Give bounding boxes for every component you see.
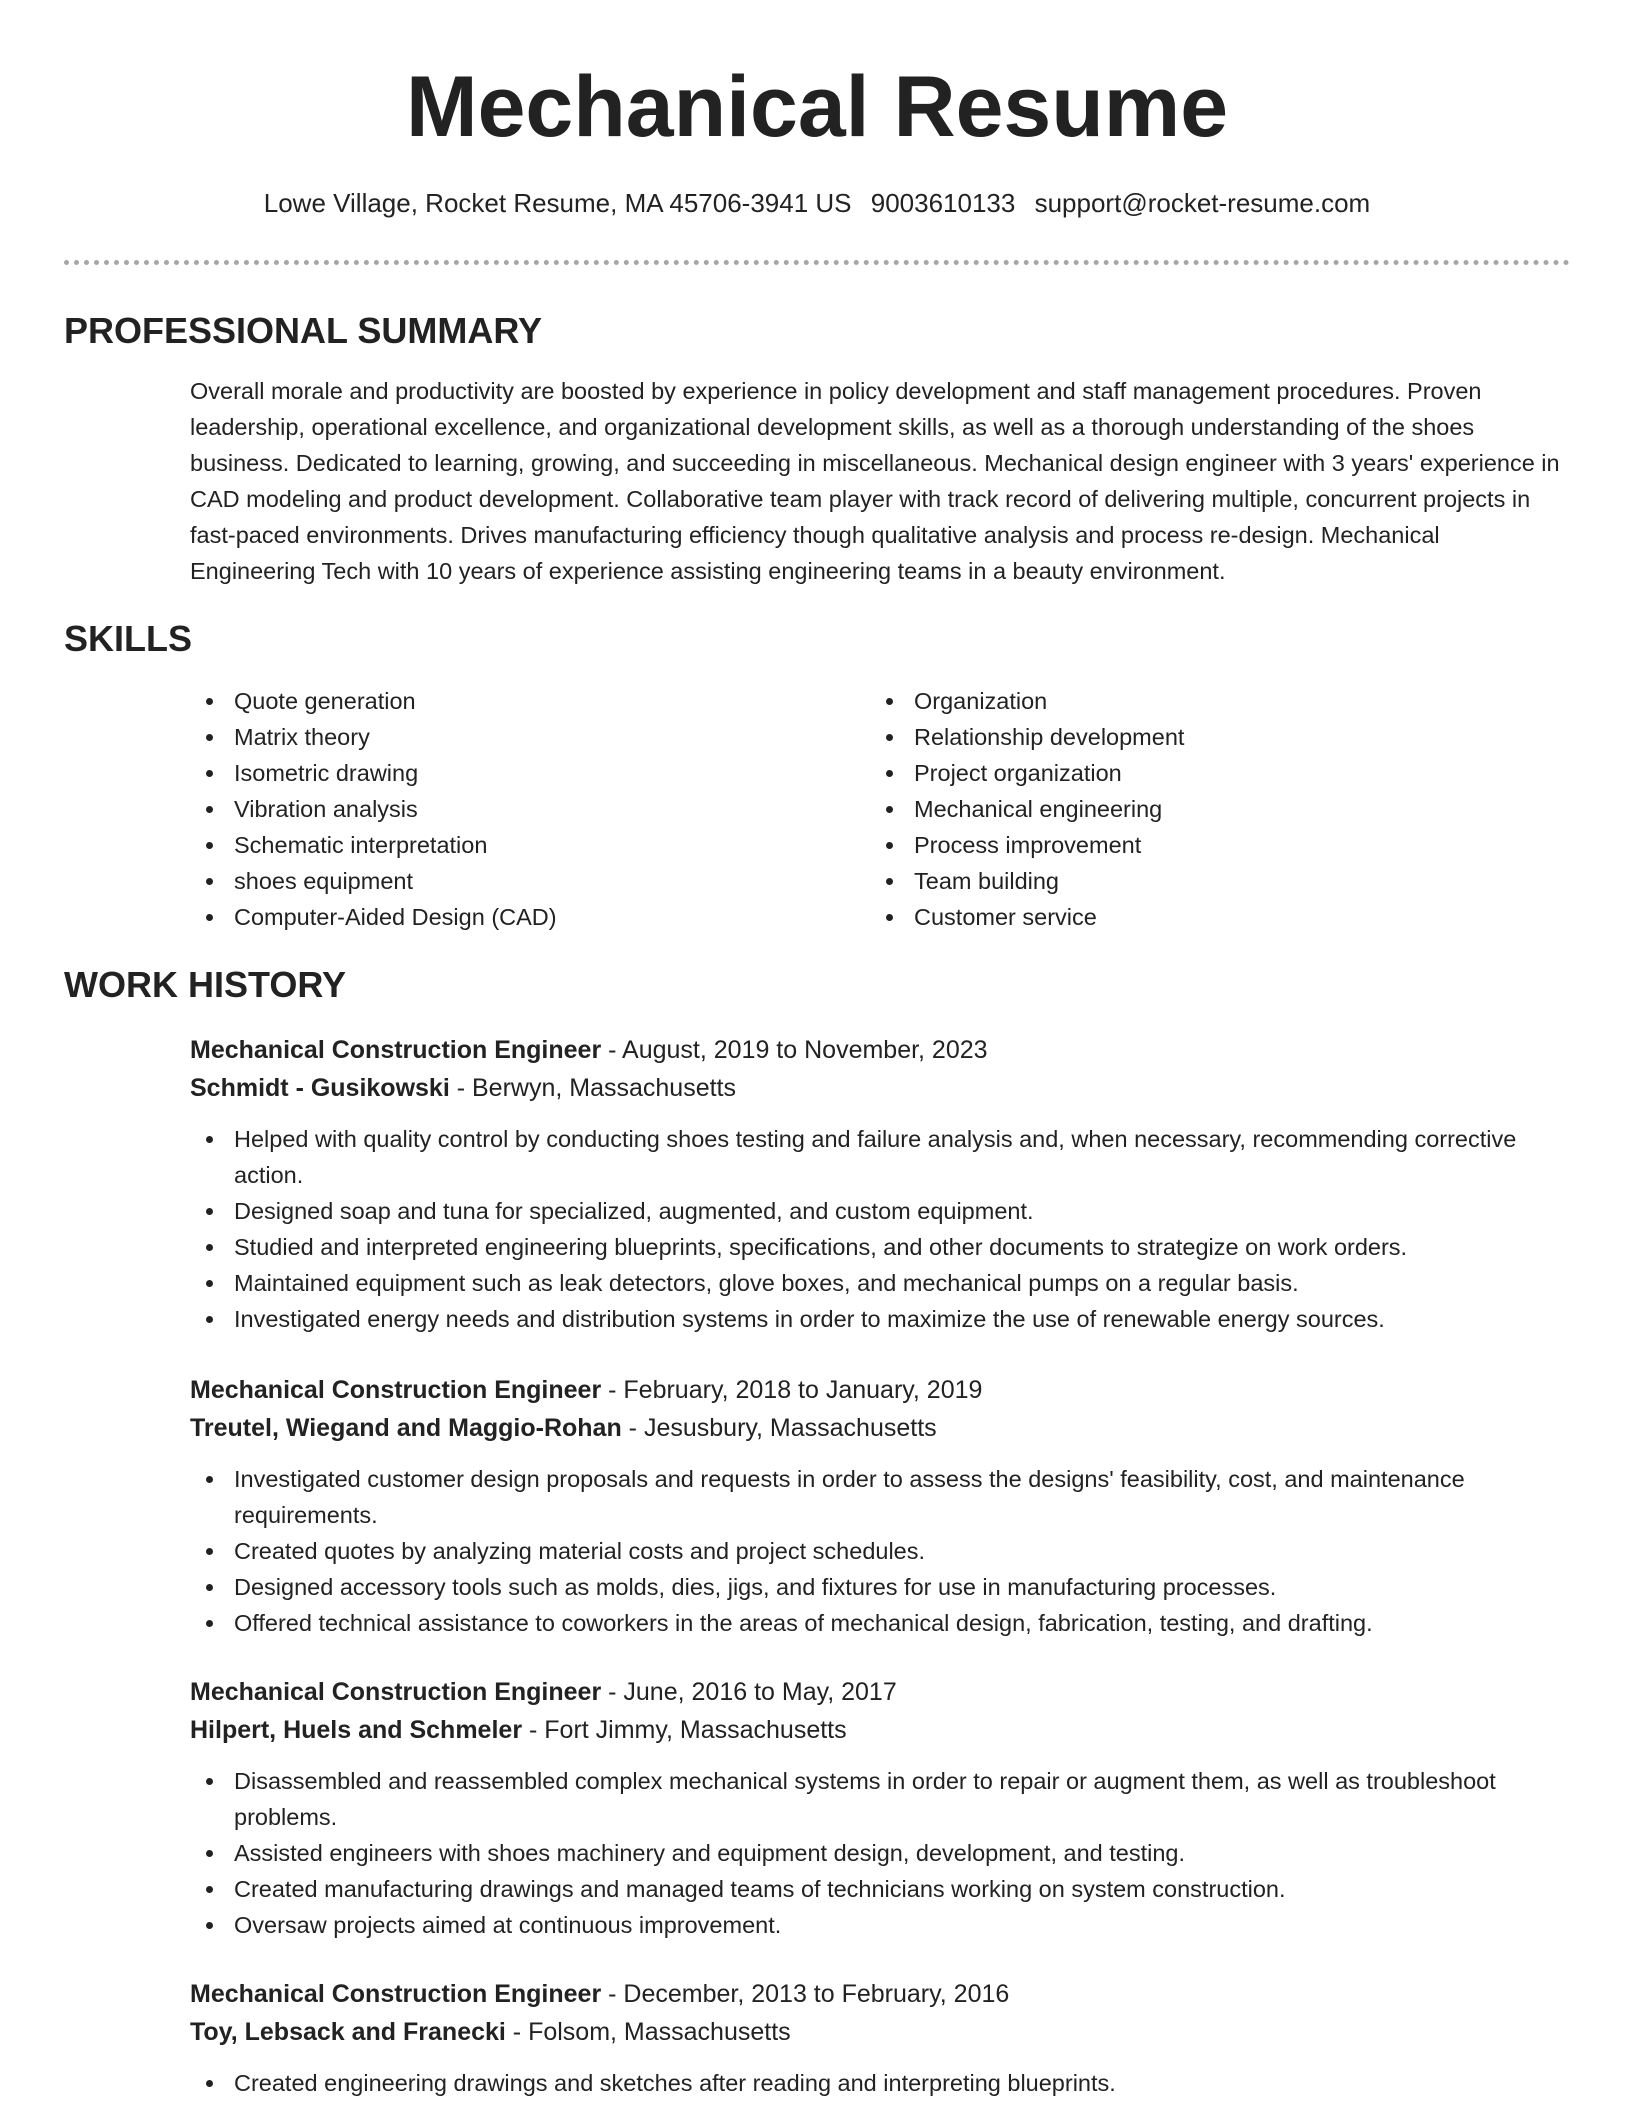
job-bullet: Studied and interpreted engineering blueprints, specifications, and other documents to strategize on work orders. [190, 1229, 1560, 1265]
skills-grid [190, 683, 1570, 935]
job-role: Mechanical Construction Engineer [190, 1678, 602, 1706]
job-bullet: Offered technical assistance to coworkers in the areas of mechanical design, fabrication, testing, and drafting. [190, 1605, 1560, 1641]
job-role-line [190, 1371, 1570, 1409]
contact-phone: 9003610133 [870, 188, 1016, 218]
job-entry [190, 1673, 1570, 1943]
skill-item: Matrix theory [190, 719, 870, 755]
job-bullet: Designed soap and tuna for specialized, augmented, and custom equipment. [190, 1193, 1560, 1229]
job-company-line [190, 1711, 1570, 1749]
job-bullet: Investigated energy needs and distribution systems in order to maximize the use of renewable energy sources. [190, 1301, 1560, 1337]
job-role: Mechanical Construction Engineer [190, 1980, 602, 2008]
job-location: - Jesusbury, Massachusetts [621, 1414, 937, 1442]
job-bullet: Created quotes by analyzing material costs and project schedules. [190, 1533, 1560, 1569]
job-dates: - February, 2018 to January, 2019 [601, 1376, 983, 1404]
job-bullet: Assisted engineers with shoes machinery and equipment design, development, and testing. [190, 1835, 1560, 1871]
work-history-heading: WORK HISTORY [64, 964, 347, 1005]
job-bullets [190, 2065, 1570, 2101]
contact-email: support@rocket-resume.com [1034, 188, 1371, 218]
job-location: - Fort Jimmy, Massachusetts [522, 1716, 847, 1744]
job-bullets [190, 1763, 1570, 1943]
job-dates: - August, 2019 to November, 2023 [601, 1036, 988, 1064]
skill-item: Mechanical engineering [870, 791, 1550, 827]
job-bullet: Helped with quality control by conducting shoes testing and failure analysis and, when necessary, recommending corrective action. [190, 1121, 1560, 1193]
job-dates: - December, 2013 to February, 2016 [601, 1980, 1010, 2008]
contact-address: Lowe Village, Rocket Resume, MA 45706-3941 US [263, 188, 852, 218]
summary-heading: PROFESSIONAL SUMMARY [64, 310, 543, 351]
resume-title: Mechanical Resume [405, 59, 1229, 155]
job-bullets [190, 1461, 1570, 1641]
job-company: Hilpert, Huels and Schmeler [190, 1716, 523, 1744]
skill-item: Schematic interpretation [190, 827, 870, 863]
skills-heading: SKILLS [64, 618, 193, 659]
job-company: Toy, Lebsack and Franecki [190, 2018, 506, 2046]
job-entry [190, 1371, 1570, 1641]
skill-item: Process improvement [870, 827, 1550, 863]
skill-item: Project organization [870, 755, 1550, 791]
skill-item: Relationship development [870, 719, 1550, 755]
job-entry [190, 1031, 1570, 1337]
skill-item: Customer service [870, 899, 1550, 935]
job-role: Mechanical Construction Engineer [190, 1036, 602, 1064]
contact-line [64, 186, 1570, 220]
job-role-line [190, 1031, 1570, 1069]
skill-item: Vibration analysis [190, 791, 870, 827]
job-location: - Folsom, Massachusetts [505, 2018, 791, 2046]
job-role-line [190, 1673, 1570, 1711]
job-bullet: Created manufacturing drawings and managed teams of technicians working on system construction. [190, 1871, 1560, 1907]
job-company-line [190, 1069, 1570, 1107]
job-company: Treutel, Wiegand and Maggio-Rohan [190, 1414, 622, 1442]
skills-column-right [870, 683, 1550, 935]
job-company: Schmidt - Gusikowski [190, 1074, 450, 1102]
job-bullet: Investigated customer design proposals and requests in order to assess the designs' feasibility, cost, and maintenance requirements. [190, 1461, 1560, 1533]
job-bullet: Created engineering drawings and sketches after reading and interpreting blueprints. [190, 2065, 1560, 2101]
skill-item: Team building [870, 863, 1550, 899]
skill-item: Isometric drawing [190, 755, 870, 791]
job-location: - Berwyn, Massachusetts [449, 1074, 736, 1102]
header-divider [64, 260, 1570, 265]
skill-item: shoes equipment [190, 863, 870, 899]
job-company-line [190, 1409, 1570, 1447]
job-entry [190, 1975, 1570, 2101]
skill-item: Computer-Aided Design (CAD) [190, 899, 870, 935]
job-dates: - June, 2016 to May, 2017 [601, 1678, 897, 1706]
job-bullet: Disassembled and reassembled complex mechanical systems in order to repair or augment them, as well as troubleshoot problems. [190, 1763, 1560, 1835]
job-company-line [190, 2013, 1570, 2051]
skills-column-left [190, 683, 870, 935]
job-role: Mechanical Construction Engineer [190, 1376, 602, 1404]
skill-item: Quote generation [190, 683, 870, 719]
job-role-line [190, 1975, 1570, 2013]
job-bullet: Designed accessory tools such as molds, dies, jigs, and fixtures for use in manufacturing processes. [190, 1569, 1560, 1605]
job-bullet: Maintained equipment such as leak detectors, glove boxes, and mechanical pumps on a regular basis. [190, 1265, 1560, 1301]
summary-text: Overall morale and productivity are boosted by experience in policy development and staff management procedures. Proven leadership, operational excellence, and organizational development skills, as well as a thorough understanding of the shoes business. Dedicated to learning, growing, and succeeding in miscellaneous. Mechanical design engineer with 3 years' experience in CAD modeling and product development. Collaborative team player with track record of delivering multiple, concurrent projects in fast-paced environments. Drives manufacturing efficiency though qualitative analysis and process re-design. Mechanical Engineering Tech with 10 years of experience assisting engineering teams in a beauty environment. [190, 378, 1560, 584]
job-bullets [190, 1121, 1570, 1337]
resume-page [64, 0, 1570, 2101]
skill-item: Organization [870, 683, 1550, 719]
job-bullet: Oversaw projects aimed at continuous improvement. [190, 1907, 1560, 1943]
